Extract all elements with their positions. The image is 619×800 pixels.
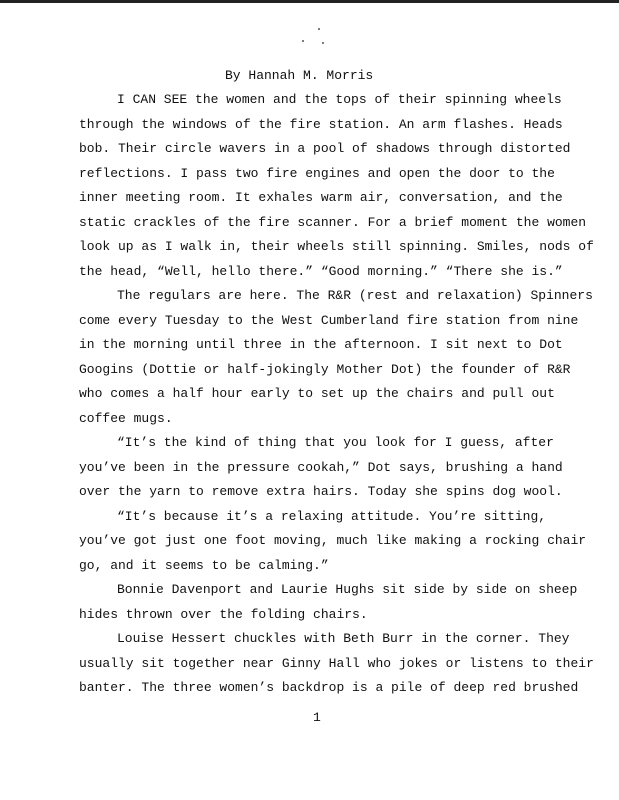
text-line: hides thrown over the folding chairs. <box>79 606 368 622</box>
text-line: look up as I walk in, their wheels still spinning. Smiles, nods of <box>79 239 594 254</box>
text-line: banter. The three women’s backdrop is a pile of deep red brushed <box>79 680 579 695</box>
text-line: coffee mugs. <box>79 410 173 426</box>
page-number: 1 <box>313 710 321 725</box>
text-line: bob. Their circle wavers in a pool of shadows through distorted <box>79 141 571 156</box>
text-line: come every Tuesday to the West Cumberland fire station from nine <box>79 312 579 328</box>
text-line: over the yarn to remove extra hairs. Today she spins dog wool. <box>79 484 563 499</box>
text-line: through the windows of the fire station. An arm flashes. Heads <box>79 116 563 132</box>
top-scan-edge <box>0 0 619 3</box>
text-line: you’ve been in the pressure cookah,” Dot says, brushing a hand <box>79 459 563 475</box>
text-line: go, and it seems to be calming.” <box>79 557 329 573</box>
speck <box>302 40 304 42</box>
text-line: static crackles of the fire scanner. For a brief moment the women <box>79 214 587 230</box>
text-line: Bonnie Davenport and Laurie Hughs sit side by side on sheep <box>117 582 578 597</box>
byline: By Hannah M. Morris <box>225 68 374 83</box>
text-line: usually sit together near Ginny Hall who jokes or listens to their <box>79 655 594 671</box>
text-line: “It’s because it’s a relaxing attitude. You’re sitting, <box>117 508 547 524</box>
text-line: in the morning until three in the afternoon. I sit next to Dot <box>79 337 563 352</box>
text-line: who comes a half hour early to set up the chairs and pull out <box>79 386 555 401</box>
text-line: Googins (Dottie or half-jokingly Mother Dot) the founder of R&R <box>79 361 571 377</box>
scan-specks <box>300 28 330 46</box>
text-line: The regulars are here. The R&R (rest and relaxation) Spinners <box>117 288 593 303</box>
article-body <box>79 88 594 701</box>
text-line: the head, “Well, hello there.” “Good morning.” “There she is.” <box>79 263 563 279</box>
speck <box>322 42 324 44</box>
text-line: inner meeting room. It exhales warm air, conversation, and the <box>79 190 563 205</box>
text-line: you’ve got just one foot moving, much like making a rocking chair <box>79 533 587 548</box>
text-line: “It’s the kind of thing that you look for I guess, after <box>117 435 554 450</box>
text-line: I CAN SEE the women and the tops of their spinning wheels <box>117 92 562 107</box>
text-line: reflections. I pass two fire engines and open the door to the <box>79 165 555 181</box>
speck <box>318 28 320 30</box>
text-line: Louise Hessert chuckles with Beth Burr in the corner. They <box>117 631 570 646</box>
